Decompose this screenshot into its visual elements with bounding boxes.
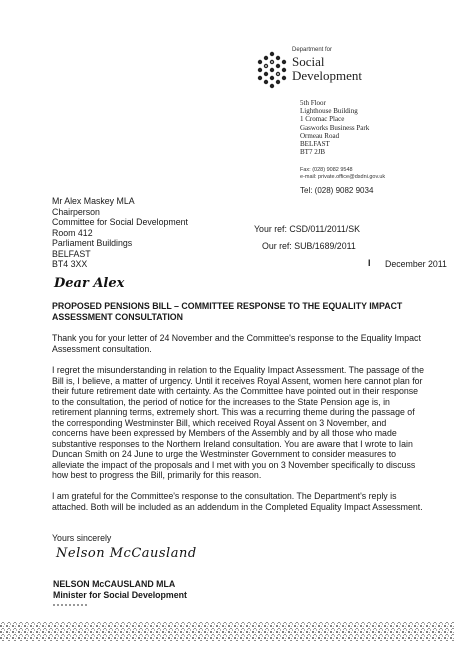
- handwritten-date-mark: I: [368, 258, 371, 268]
- letter-subject: PROPOSED PENSIONS BILL – COMMITTEE RESPONSE TO THE EQUALITY IMPACT ASSESSMENT CONSULTATION: [52, 301, 403, 322]
- address-line: Gasworks Business Park: [300, 123, 370, 132]
- recipient-line: Committee for Social Development: [52, 217, 188, 227]
- handwritten-salutation: Dear Alex: [54, 276, 125, 291]
- your-reference: Your ref: CSD/011/2011/SK: [254, 224, 360, 234]
- body-paragraph: I regret the misunderstanding in relation to the Equality Impact Assessment. The passage of the Bill is, I believe, a matter of urgency. Until it receives Royal Assent, women here cannot plan for their future retirement date with certainty. As the Committee have pointed out in their response to the consultation, the period of notice for the increases to the State Pension age is, in retirement planning terms, extremely short. This was a recurring theme during the passage of the corresponding Westminster Bill, which received Royal Assent on 3 November, and concerns have been expressed by Members of the Assembly and by all those who made substantive responses to the Northern Ireland consultation. You are aware that I wrote to Iain Duncan Smith on 24 June to urge the Westminster Government to consider measures to alleviate the impact of the proposals and I met with you on 3 November specifically to discuss how best to progress the Bill, primarily for this reason.: [52, 365, 424, 480]
- divider: [53, 604, 89, 606]
- body-paragraph: Thank you for your letter of 24 November and the Committee's response to the Equality Impact Assessment consultation.: [52, 333, 421, 354]
- recipient-line: Chairperson: [52, 206, 100, 217]
- recipient-line: BELFAST: [52, 248, 91, 259]
- recipient-line: Room 412: [52, 227, 93, 238]
- address-line: Lighthouse Building: [300, 107, 358, 116]
- department-logo-icon: [256, 50, 288, 90]
- closing-phrase: Yours sincerely: [52, 533, 112, 543]
- body-paragraph: I am grateful for the Committee's response to the consultation. The Department's reply is attached. Both will be included as an addendum in the Completed Equality Impact Assessment.: [52, 491, 423, 512]
- address-line: 5th Floor: [300, 99, 326, 107]
- recipient-address: [52, 196, 188, 270]
- email-address: e-mail: private.office@dsdni.gov.uk: [300, 174, 386, 180]
- letterhead-dept-line1: Social: [292, 54, 325, 69]
- letterhead-dept-line2: Development: [292, 68, 363, 83]
- address-line: BELFAST: [300, 140, 330, 149]
- handwritten-signature: Nelson McCausland: [56, 546, 197, 561]
- recipient-line: BT4 3XX: [52, 259, 88, 269]
- recipient-line: Mr Alex Maskey MLA: [52, 196, 135, 206]
- address-line: Ormeau Road: [300, 131, 340, 140]
- our-reference: Our ref: SUB/1689/2011: [262, 241, 356, 251]
- signatory-name: NELSON McCAUSLAND MLA: [53, 579, 176, 589]
- signatory-title: Minister for Social Development: [53, 590, 187, 600]
- letterhead-dept-for: Department for: [292, 47, 333, 53]
- scan-noise-band: [0, 619, 454, 645]
- letter-date: December 2011: [385, 259, 447, 269]
- address-line: 1 Cromac Place: [300, 115, 345, 124]
- sender-address: [300, 99, 369, 156]
- recipient-line: Parliament Buildings: [52, 238, 133, 248]
- telephone-number: Tel: (028) 9082 9034: [300, 186, 374, 195]
- letterhead-dept-name: [292, 55, 362, 83]
- address-line: BT7 2JB: [300, 148, 326, 157]
- fax-number: Fax: (028) 9082 9548: [300, 167, 353, 173]
- contact-details: [300, 167, 385, 181]
